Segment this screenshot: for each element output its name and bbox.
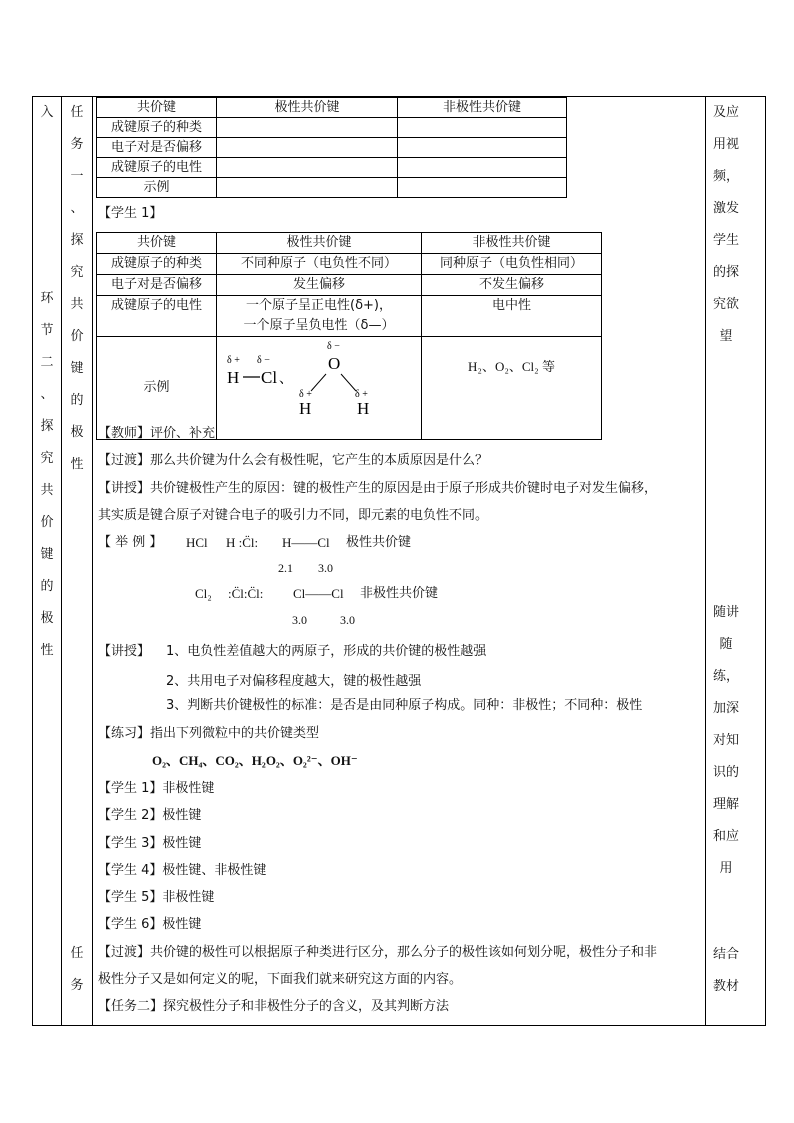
hcl-electron-dot: H :C̈l:	[226, 535, 259, 550]
intent-char: 及应	[712, 105, 739, 120]
stage-char: 极	[40, 611, 54, 626]
task-char: 务	[70, 978, 84, 993]
transition-2-line-1: 【过渡】共价键的极性可以根据原子种类进行区分，那么分子的极性该如何划分呢，极性分子和非	[98, 945, 658, 960]
task-char: 键	[70, 361, 84, 376]
hcl-cl-atom: Cl	[261, 368, 278, 387]
stage-column-top	[33, 97, 61, 129]
stage-char: 键	[40, 547, 54, 562]
task-char: 性	[70, 457, 84, 472]
task-char: 价	[70, 329, 84, 344]
task-char: 极	[70, 425, 84, 440]
hcl-electronegativity-cl: 3.0	[318, 561, 333, 575]
t2-cell: 不同种原子（电负性不同）	[217, 254, 422, 275]
task-char: 的	[70, 393, 84, 408]
intent-char: 随讲	[712, 605, 739, 620]
task-char: 究	[70, 265, 84, 280]
intent-char: 的探	[712, 265, 739, 280]
stage-char: 二	[40, 355, 54, 370]
t2-header-nonpolar: 非极性共价键	[422, 233, 602, 254]
stage-char: 究	[40, 451, 54, 466]
t2-row-label: 成键原子的种类	[97, 254, 217, 275]
t2-cell: 同种原子（电负性相同）	[422, 254, 602, 275]
t1-cell[interactable]	[398, 158, 567, 178]
t1-row-label: 成键原子的种类	[97, 118, 217, 138]
intent-char: 用	[719, 861, 733, 876]
intent-char: 加深	[712, 701, 739, 716]
task-column-bottom	[62, 938, 92, 1002]
t2-cell: 发生偏移	[217, 275, 422, 296]
hcl-cl-charge: δ −	[257, 355, 270, 366]
filled-comparison-table	[96, 232, 602, 440]
hcl-h-charge: δ +	[227, 355, 240, 366]
intent-char: 理解	[712, 797, 739, 812]
student-answer: 【学生 5】非极性键	[98, 890, 215, 905]
t1-row-label: 电子对是否偏移	[97, 138, 217, 158]
student-answer: 【学生 3】极性键	[98, 836, 202, 851]
blank-comparison-table	[96, 97, 567, 198]
stage-char: 节	[40, 323, 54, 338]
intent-char: 随	[719, 637, 733, 652]
hcl-electronegativity-h: 2.1	[278, 561, 293, 575]
intent-column-bottom	[706, 939, 746, 1003]
cl2-bond-type: 非极性共价键	[360, 586, 439, 601]
teacher-comment: 【教师】评价、补充	[98, 426, 216, 441]
water-h2-charge: δ +	[355, 389, 368, 400]
intent-char: 频，	[712, 169, 739, 184]
stage-char: 性	[40, 643, 54, 658]
water-h2-atom: H	[357, 399, 370, 418]
t2-row-label: 示例	[97, 337, 217, 440]
intent-char: 练，	[712, 669, 739, 684]
lecture-1-line-1: 【讲授】共价键极性产生的原因：键的极性产生的原因是由于原子形成共价键时电子对发生偏移，	[98, 481, 658, 496]
student-answer: 【学生 6】极性键	[98, 917, 202, 932]
task-char: 探	[70, 233, 84, 248]
stage-char: 探	[40, 419, 54, 434]
stage-char: 入	[40, 105, 54, 120]
stage-char: 价	[40, 515, 54, 530]
stage-char: 环	[40, 291, 54, 306]
water-o-atom: O	[328, 354, 341, 373]
t2-header-polar: 极性共价键	[217, 233, 422, 254]
task-char: 务	[70, 137, 84, 152]
water-bond-left	[311, 374, 326, 391]
t2-nonpolar-examples: H₂、O₂、Cl₂ 等	[422, 337, 602, 440]
stage-column-label	[33, 283, 61, 667]
intent-char: 学生	[712, 233, 739, 248]
exercise-prompt: 【练习】指出下列微粒中的共价键类型	[98, 726, 320, 741]
task-char: 共	[70, 297, 84, 312]
student-answer: 【学生 4】极性键、非极性键	[98, 863, 267, 878]
lecture-2-point-2: 2、共用电子对偏移程度越大，键的极性越强	[166, 674, 422, 689]
t2-row-label: 电子对是否偏移	[97, 275, 217, 296]
task-char: 、	[70, 201, 84, 216]
student-answer: 【学生 2】极性键	[98, 808, 202, 823]
task-char: 一	[70, 169, 84, 184]
t2-cell-charge	[217, 296, 422, 337]
t1-row-label: 成键原子的电性	[97, 158, 217, 178]
intent-column-mid	[706, 597, 746, 885]
intent-char: 用视	[712, 137, 739, 152]
t1-header-nonpolar: 非极性共价键	[398, 98, 567, 118]
hcl-bond-type: 极性共价键	[346, 535, 412, 550]
intent-char: 究欲	[712, 297, 739, 312]
example-label: 【 举 例 】	[98, 535, 163, 550]
cl2-electron-dot: :C̈l:C̈l:	[228, 586, 264, 601]
t2-cell: 电中性	[422, 296, 602, 337]
t1-cell[interactable]	[398, 118, 567, 138]
cl2-electronegativity-2: 3.0	[340, 613, 355, 627]
intent-column-top	[706, 97, 746, 353]
water-bond-right	[341, 374, 356, 391]
water-o-charge: δ −	[327, 341, 340, 352]
t1-cell[interactable]	[217, 158, 398, 178]
t2-row-label: 成键原子的电性	[97, 296, 217, 337]
transition-2-line-2: 极性分子又是如何定义的呢，下面我们就来研究这方面的内容。	[98, 972, 463, 987]
t2-header-bond: 共价键	[97, 233, 217, 254]
t1-header-polar: 极性共价键	[217, 98, 398, 118]
transition-1: 【过渡】那么共价键为什么会有极性呢，它产生的本质原因是什么？	[98, 453, 489, 468]
t1-cell[interactable]	[217, 118, 398, 138]
t2-charge-line-2: 一个原子呈负电性（δ—）	[243, 318, 395, 333]
t2-cell: 不发生偏移	[422, 275, 602, 296]
task-char: 任	[70, 105, 84, 120]
cl2-electronegativity-1: 3.0	[292, 613, 307, 627]
t1-cell[interactable]	[398, 178, 567, 198]
student-1-label: 【学生 1】	[98, 206, 163, 221]
lecture-2-point-1: 1、电负性差值越大的两原子，形成的共价键的极性越强	[166, 644, 487, 659]
t2-charge-line-1: 一个原子呈正电性(δ+)，	[246, 298, 392, 313]
polar-structure-diagram	[217, 337, 421, 419]
water-h1-charge: δ +	[299, 389, 312, 400]
lecture-1-line-2: 其实质是键合原子对键合电子的吸引力不同，即元素的电负性不同。	[98, 508, 489, 523]
intent-char: 望	[719, 329, 733, 344]
intent-char: 对知	[712, 733, 739, 748]
stage-char: 共	[40, 483, 54, 498]
hcl-h-atom: H	[227, 368, 240, 387]
water-h1-atom: H	[299, 399, 312, 418]
intent-char: 和应	[712, 829, 739, 844]
lecture-2-label: 【讲授】	[98, 644, 151, 659]
intent-char: 教材	[712, 979, 739, 994]
intent-char: 结合	[712, 947, 739, 962]
cl2-formula: Cl₂	[195, 586, 212, 601]
t1-header-bond: 共价键	[97, 98, 217, 118]
exercise-species: O₂、CH₄、CO₂、H₂O₂、O₂²⁻、OH⁻	[152, 753, 358, 768]
t1-cell[interactable]	[217, 138, 398, 158]
separator: 、	[279, 372, 293, 387]
student-answer: 【学生 1】非极性键	[98, 781, 215, 796]
t1-cell[interactable]	[398, 138, 567, 158]
t1-row-label: 示例	[97, 178, 217, 198]
hcl-structural: H——Cl	[282, 535, 330, 550]
hcl-formula: HCl	[186, 535, 208, 550]
task-column-label	[62, 97, 92, 481]
t2-polar-examples	[217, 337, 422, 440]
stage-char: 、	[40, 387, 54, 402]
cl2-structural: Cl——Cl	[293, 586, 344, 601]
task-2-heading: 【任务二】探究极性分子和非极性分子的含义，及其判断方法	[98, 999, 450, 1014]
lecture-2-point-3: 3、判断共价键极性的标准：是否是由同种原子构成。同种：非极性；不同种：极性	[166, 698, 643, 713]
intent-char: 识的	[712, 765, 739, 780]
t1-cell[interactable]	[217, 178, 398, 198]
stage-char: 的	[40, 579, 54, 594]
task-char: 任	[70, 946, 84, 961]
column-divider-2	[92, 96, 93, 1025]
intent-char: 激发	[712, 201, 739, 216]
